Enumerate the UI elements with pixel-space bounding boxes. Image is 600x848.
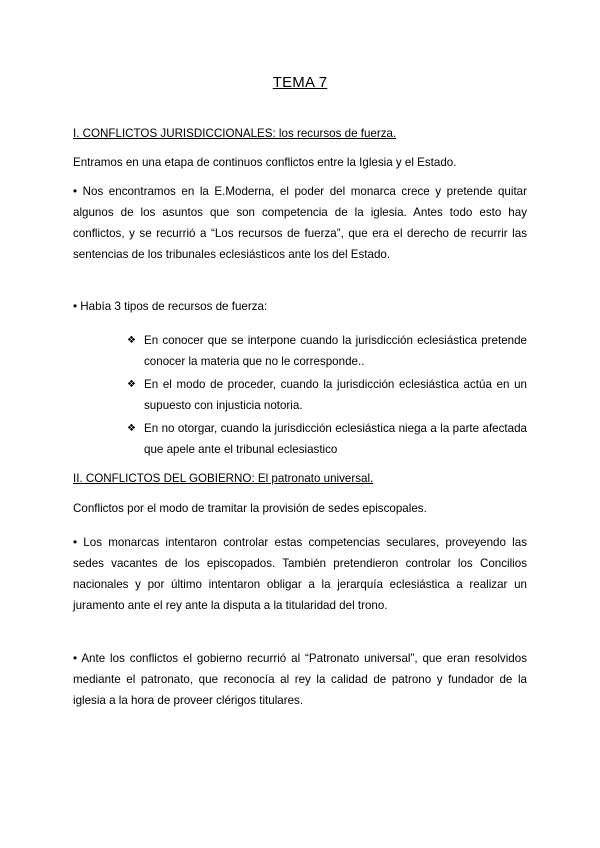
section1-heading: I. CONFLICTOS JURISDICCIONALES: los recursos de fuerza.	[73, 127, 397, 140]
section1-intro: Entramos en una etapa de continuos conflictos entre la Iglesia y el Estado.	[73, 156, 457, 169]
diamond-bullet-icon: ❖	[127, 423, 136, 434]
list-item	[126, 374, 527, 416]
diamond-bullet-icon: ❖	[127, 379, 136, 390]
list-item	[126, 330, 527, 372]
document-title: TEMA 7	[272, 74, 328, 91]
section2-paragraph2: • Ante los conflictos el gobierno recurrió al “Patronato universal”, que eran resolvidos mediante el patronato, que reconocía al rey la calidad de patrono y fundador de la iglesia a la hora de proveer clérigos titulares.	[73, 652, 527, 707]
list-item-text: En no otorgar, cuando la jurisdicción eclesiástica niega a la parte afectada que apele ante el tribunal eclesiastico	[144, 422, 527, 456]
diamond-bullet-icon: ❖	[127, 335, 136, 346]
section2-heading: II. CONFLICTOS DEL GOBIERNO: El patronato universal.	[73, 472, 374, 485]
recursos-list	[126, 330, 527, 462]
section2-paragraph1: • Los monarcas intentaron controlar estas competencias seculares, proveyendo las sedes vacantes de los episcopados. También pretendieron controlar los Concilios nacionales y por último intentaron obligar a la jerarquía eclesiástica a realizar un juramento ante el rey ante la disputa a la titularidad del trono.	[73, 536, 527, 612]
section1-paragraph2: • Había 3 tipos de recursos de fuerza:	[73, 300, 268, 313]
list-item	[126, 418, 527, 460]
list-item-text: En conocer que se interpone cuando la jurisdicción eclesiástica pretende conocer la materia que no le corresponde..	[144, 334, 527, 368]
section2-intro: Conflictos por el modo de tramitar la provisión de sedes episcopales.	[73, 502, 427, 515]
section1-paragraph1: • Nos encontramos en la E.Moderna, el poder del monarca crece y pretende quitar algunos de los asuntos que son competencia de la iglesia. Antes todo esto hay conflictos, y se recurrió a “Los recursos de fuerza”, que era el derecho de recurrir las sentencias de los tribunales eclesiásticos ante los del Estado.	[73, 185, 527, 261]
list-item-text: En el modo de proceder, cuando la jurisdicción eclesiástica actúa en un supuesto con injusticia notoria.	[144, 378, 527, 412]
